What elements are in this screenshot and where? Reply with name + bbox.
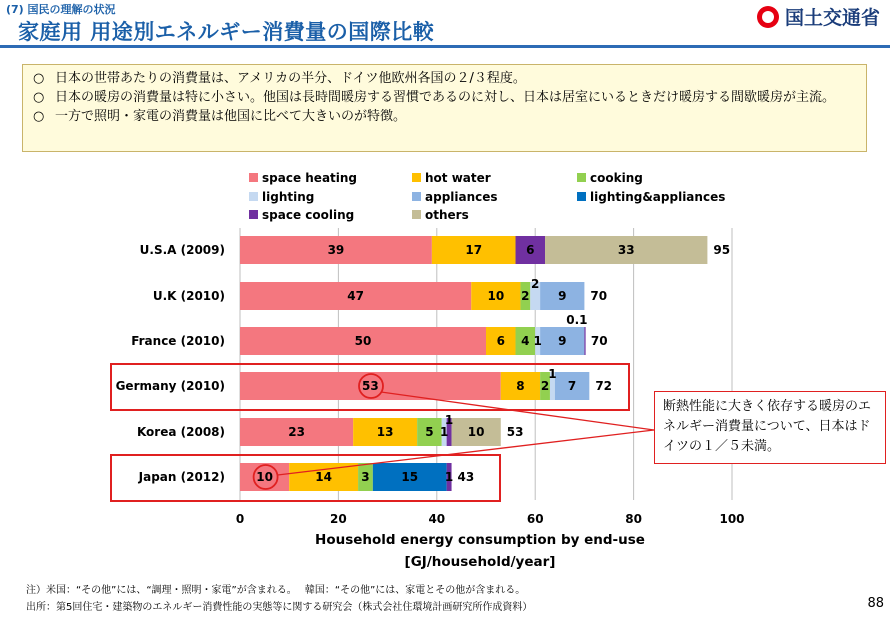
legend-swatch	[249, 192, 258, 201]
summary-text: 日本の世帯あたりの消費量は、アメリカの半分、ドイツ他欧州各国の２/３程度。	[55, 71, 526, 86]
legend-entry: space heating	[262, 171, 358, 185]
data-label: 1	[444, 413, 454, 427]
x-tick-label: 60	[526, 512, 544, 526]
category-label: U.S.A (2009)	[139, 243, 225, 257]
legend-entry: appliances	[425, 190, 498, 204]
footnote-line: 注）米国：“その他”には、“調理・照明・家電”が含まれる。 韓国：“その他”には、家電とその他が含まれる。	[26, 585, 526, 596]
data-label: 33	[617, 243, 635, 257]
data-label: 6	[526, 243, 535, 257]
data-label: 1	[444, 470, 454, 484]
x-tick-label: 100	[719, 512, 745, 526]
total-label: 72	[595, 379, 613, 393]
data-label: 2	[521, 289, 530, 303]
data-label: 4	[521, 334, 530, 348]
data-label: 23	[288, 425, 305, 439]
data-label: 0.1	[566, 313, 588, 327]
x-tick-label: 80	[625, 512, 642, 526]
legend-entry: cooking	[590, 171, 643, 185]
x-tick-label: 40	[428, 512, 446, 526]
total-label: 70	[590, 334, 608, 348]
data-label: 1	[440, 425, 449, 439]
bar-segment	[584, 327, 585, 355]
data-label: 8	[516, 379, 525, 393]
data-label: 13	[376, 425, 394, 439]
summary-text: 日本の暖房の消費量は特に小さい。他国は長時間暖房する習慣であるのに対し、日本は居室にいるときだけ暖房する間歇暖房が主流。	[55, 90, 836, 105]
data-label: 6	[496, 334, 505, 348]
data-label: 7	[567, 379, 577, 393]
footnotes	[26, 582, 532, 616]
legend-swatch	[412, 173, 421, 182]
ministry-name: 国土交通省	[784, 7, 880, 29]
data-label: 17	[465, 243, 483, 257]
data-label: 10	[487, 289, 505, 303]
callout-box: 断熱性能に大きく依存する暖房のエネルギー消費量について、日本はドイツの１／５未満。	[654, 391, 886, 464]
total-label: 43	[457, 470, 475, 484]
footnote-line: 出所：第5回住宅・建築物のエネルギー消費性能の実態等に関する研究会（株式会社住環境計画研究所作成資料）	[26, 602, 533, 613]
legend-swatch	[577, 173, 586, 182]
data-label: 14	[315, 470, 332, 484]
category-label: Germany (2010)	[115, 379, 225, 393]
summary-text: 一方で照明・家電の消費量は他国に比べて大きいのが特徴。	[55, 109, 407, 124]
x-axis-unit: [GJ/household/year]	[404, 554, 556, 570]
category-label: Japan (2012)	[138, 470, 225, 484]
data-label: 15	[401, 470, 419, 484]
total-label: 70	[590, 289, 608, 303]
legend-entry: lighting&appliances	[590, 190, 726, 204]
summary-marker: ○	[33, 109, 45, 124]
data-label: 2	[540, 379, 550, 393]
data-label: 3	[361, 470, 370, 484]
total-label: 53	[506, 425, 524, 439]
data-label: 2	[531, 277, 540, 291]
data-label: 5	[425, 425, 434, 439]
legend-swatch	[249, 210, 258, 219]
data-label: 53	[362, 379, 379, 393]
legend-swatch	[412, 192, 421, 201]
summary-marker: ○	[33, 71, 45, 86]
x-axis-label: Household energy consumption by end-use	[315, 532, 645, 548]
data-label: 39	[327, 243, 345, 257]
total-label: 95	[713, 243, 731, 257]
category-label: France (2010)	[131, 334, 225, 348]
data-label: 1	[533, 334, 542, 348]
page-number: 88	[867, 596, 884, 611]
legend-swatch	[412, 210, 421, 219]
page-title: 家庭用 用途別エネルギー消費量の国際比較	[18, 20, 435, 44]
data-label: 10	[467, 425, 485, 439]
legend-entry: hot water	[425, 171, 491, 185]
legend-entry: lighting	[262, 190, 315, 204]
legend-entry: others	[425, 208, 469, 222]
x-tick-label: 20	[330, 512, 347, 526]
legend-swatch	[577, 192, 586, 201]
data-label: 9	[558, 289, 567, 303]
legend-entry: space cooling	[262, 208, 355, 222]
data-label: 10	[256, 470, 273, 484]
category-label: U.K (2010)	[152, 289, 225, 303]
data-label: 9	[558, 334, 567, 348]
data-label: 1	[548, 367, 557, 381]
section-label: (7) 国民の理解の状況	[6, 3, 116, 16]
legend-swatch	[249, 173, 258, 182]
data-label: 50	[354, 334, 372, 348]
x-tick-label: 0	[235, 512, 245, 526]
data-label: 47	[347, 289, 364, 303]
summary-marker: ○	[33, 90, 45, 105]
category-label: Korea (2008)	[136, 425, 225, 439]
